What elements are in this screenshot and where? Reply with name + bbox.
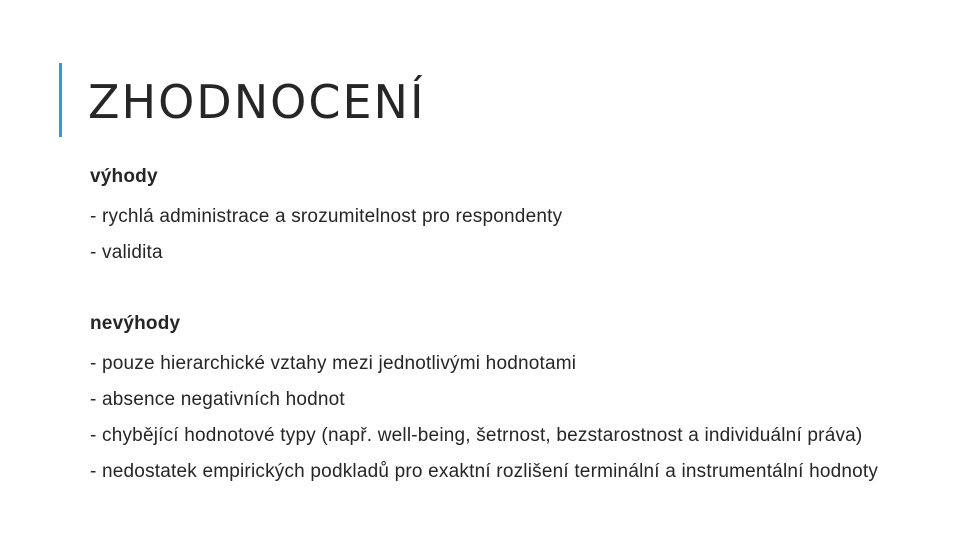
disadvantage-item: - pouze hierarchické vztahy mezi jednotlivými hodnotami [90,353,577,374]
disadvantages-heading: nevýhody [90,313,181,334]
slide-body [90,166,910,483]
disadvantage-item: - chybějící hodnotové typy (např. well-being, šetrnost, bezstarostnost a individuální práva) [90,425,863,446]
disadvantage-item: - absence negativních hodnot [90,389,345,410]
advantage-item: - rychlá administrace a srozumitelnost pro respondenty [90,206,563,227]
advantage-item: - validita [90,242,163,263]
title-accent-bar [59,63,62,137]
advantages-heading: výhody [90,166,158,187]
slide-title: ZHODNOCENÍ [88,75,426,129]
disadvantage-item: - nedostatek empirických podkladů pro exaktní rozlišení terminální a instrumentální hodnoty [90,461,879,482]
